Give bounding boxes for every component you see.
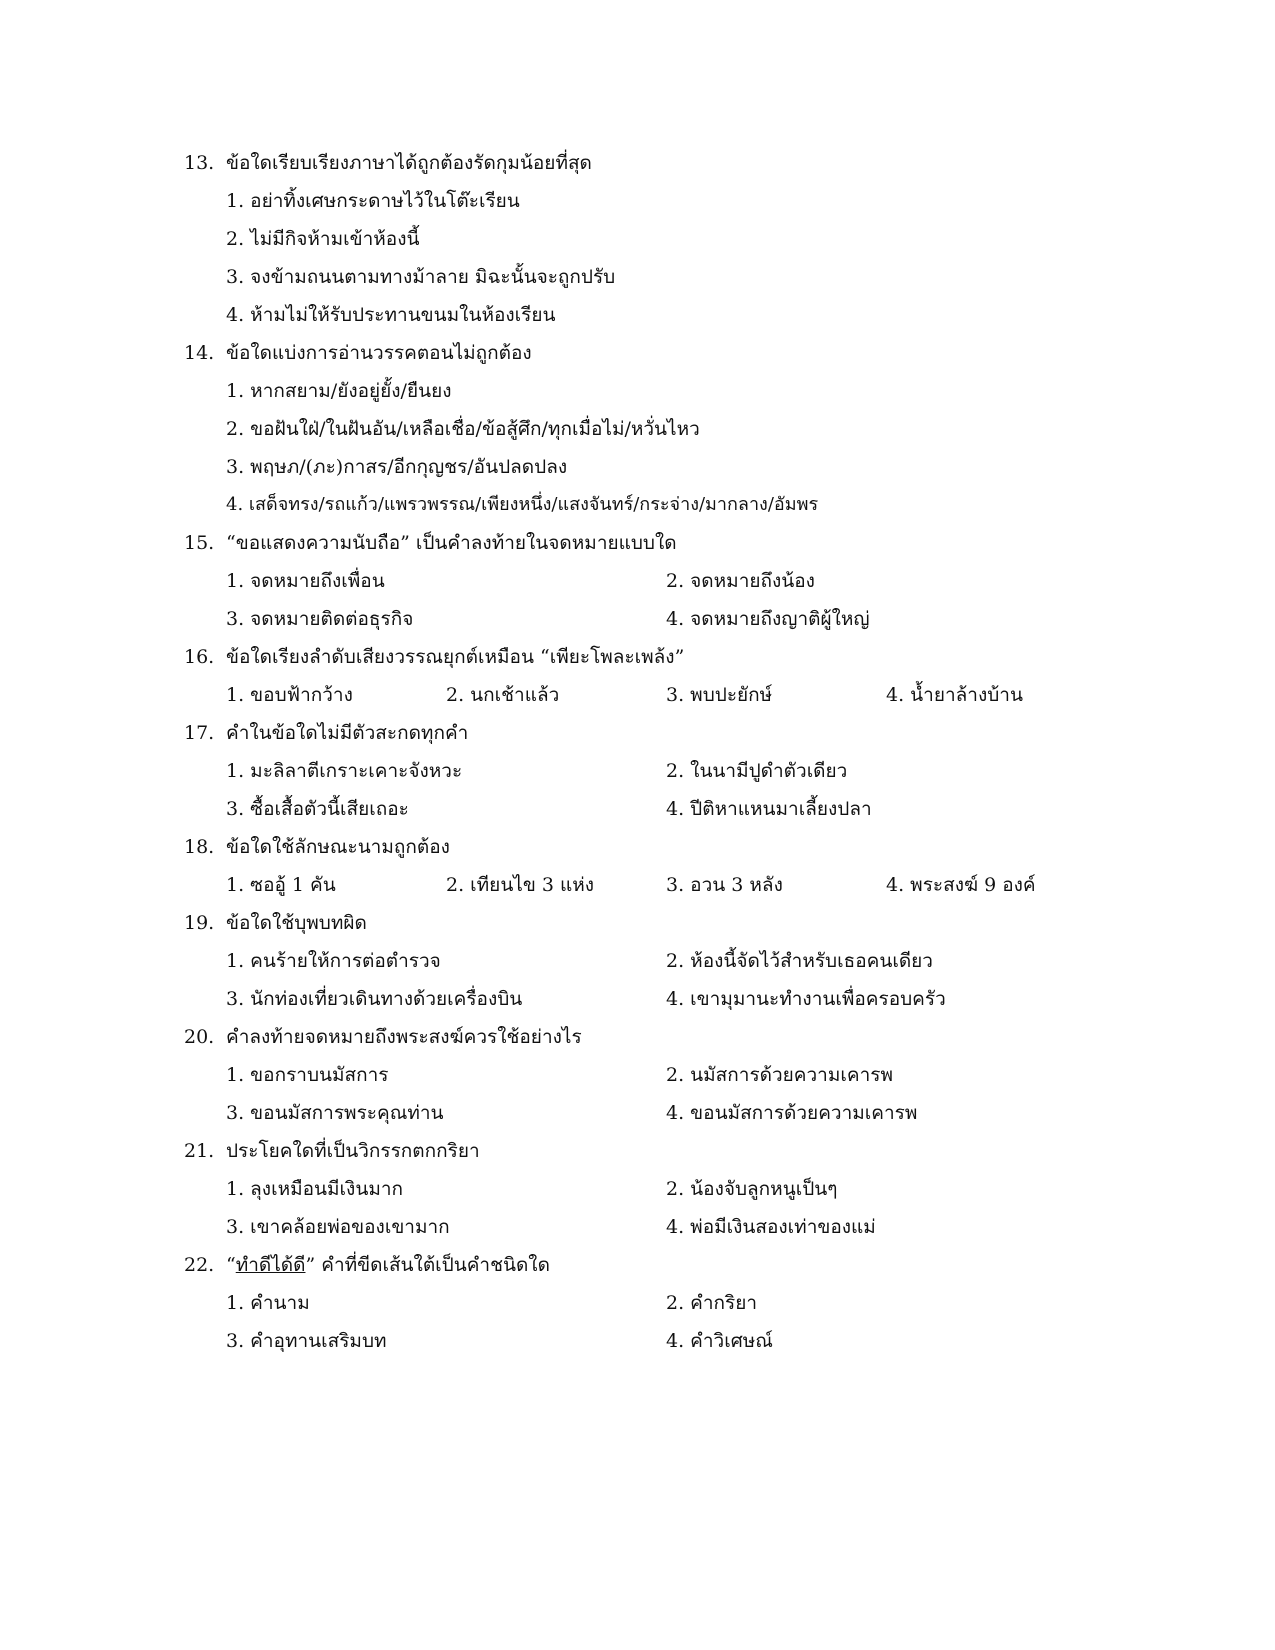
question-number: 21. [184,1140,215,1162]
option: 4. จดหมายถึงญาติผู้ใหญ่ [666,608,870,630]
option: 1. มะลิลาตีเกราะเคาะจังหวะ [226,760,463,782]
question-number: 22. [184,1254,215,1276]
question-number: 14. [184,342,215,364]
option: 3. เขาคล้อยพ่อของเขามาก [226,1216,450,1238]
underlined-phrase: ทำดีได้ดี [235,1254,306,1276]
question-number: 20. [184,1026,215,1048]
option: 2. ไม่มีกิจห้ามเข้าห้องนี้ [226,228,420,250]
option: 4. น้ำยาล้างบ้าน [886,684,1023,706]
option: 3. ซื้อเสื้อตัวนี้เสียเถอะ [226,798,409,820]
option: 3. ขอนมัสการพระคุณท่าน [226,1102,444,1124]
option: 1. คนร้ายให้การต่อตำรวจ [226,950,441,972]
option: 4. ขอนมัสการด้วยความเคารพ [666,1102,918,1124]
option: 4. พระสงฆ์ 9 องค์ [886,874,1036,896]
option: 3. พบปะยักษ์ [666,684,773,706]
option: 2. ขอฝันใฝ่/ในฝันอัน/เหลือเชื่อ/ข้อสู้ศึก/ทุกเมื่อไม่/หวั่นไหว [226,418,700,440]
option: 2. จดหมายถึงน้อง [666,570,815,592]
option: 1. ลุงเหมือนมีเงินมาก [226,1178,404,1200]
option: 1. อย่าทิ้งเศษกระดาษไว้ในโต๊ะเรียน [226,190,520,212]
option: 3. จดหมายติดต่อธุรกิจ [226,608,414,630]
question-text: คำในข้อใดไม่มีตัวสะกดทุกคำ [226,722,469,744]
question-text: คำลงท้ายจดหมายถึงพระสงฆ์ควรใช้อย่างไร [226,1026,582,1048]
question-number: 19. [184,912,215,934]
question-text: ข้อใดใช้ลักษณะนามถูกต้อง [226,836,450,858]
option: 2. ห้องนี้จัดไว้สำหรับเธอคนเดียว [666,950,933,972]
quote-open: “ [226,1254,236,1276]
question-number: 16. [184,646,215,668]
question-text: ประโยคใดที่เป็นวิกรรกตกกริยา [226,1140,480,1162]
option: 2. นกเช้าแล้ว [446,684,560,706]
option: 1. ขอบฟ้ากว้าง [226,684,353,706]
question-number: 18. [184,836,215,858]
option: 3. พฤษภ/(ภะ)กาสร/อีกกุญชร/อันปลดปลง [226,456,568,478]
option: 2. น้องจับลูกหนูเป็นๆ [666,1178,838,1200]
option: 3. คำอุทานเสริมบท [226,1330,387,1352]
question-text: ข้อใดเรียงลำดับเสียงวรรณยุกต์เหมือน “เพียะโพละเพล้ง” [226,646,685,668]
option: 2. นมัสการด้วยความเคารพ [666,1064,893,1086]
option: 1. หากสยาม/ยังอยู่ยั้ง/ยืนยง [226,380,452,402]
option: 1. คำนาม [226,1292,310,1314]
option: 4. เสด็จทรง/รถแก้ว/แพรวพรรณ/เพียงหนึ่ง/แสงจันทร์/กระจ่าง/มากลาง/อัมพร [226,494,819,515]
option: 1. ขอกราบนมัสการ [226,1064,389,1086]
question-text: ข้อใดใช้บุพบทผิด [226,912,367,934]
question-text-rest: ” คำที่ขีดเส้นใต้เป็นคำชนิดใด [305,1254,550,1276]
question-number: 13. [184,152,215,174]
option: 3. จงข้ามถนนตามทางม้าลาย มิฉะนั้นจะถูกปรับ [226,266,616,288]
option: 4. พ่อมีเงินสองเท่าของแม่ [666,1216,876,1238]
question-text: ข้อใดแบ่งการอ่านวรรคตอนไม่ถูกต้อง [226,342,532,364]
option: 2. ในนามีปูดำตัวเดียว [666,760,848,782]
option: 1. ซออู้ 1 คัน [226,874,336,896]
option: 2. คำกริยา [666,1292,758,1314]
option: 4. ปีติหาแหนมาเลี้ยงปลา [666,798,872,820]
question-text: ข้อใดเรียบเรียงภาษาได้ถูกต้องรัดกุมน้อยที่สุด [226,152,592,174]
question-number: 17. [184,722,215,744]
option: 3. อวน 3 หลัง [666,874,783,896]
option: 1. จดหมายถึงเพื่อน [226,570,385,592]
question-text: “ขอแสดงความนับถือ” เป็นคำลงท้ายในจดหมายแบบใด [226,532,677,554]
option: 2. เทียนไข 3 แห่ง [446,874,595,896]
option: 3. นักท่องเที่ยวเดินทางด้วยเครื่องบิน [226,988,523,1010]
question-text [226,1252,550,1278]
option: 4. คำวิเศษณ์ [666,1330,773,1352]
option: 4. ห้ามไม่ให้รับประทานขนมในห้องเรียน [226,304,556,326]
question-number: 15. [184,532,215,554]
option: 4. เขามุมานะทำงานเพื่อครอบครัว [666,988,946,1010]
